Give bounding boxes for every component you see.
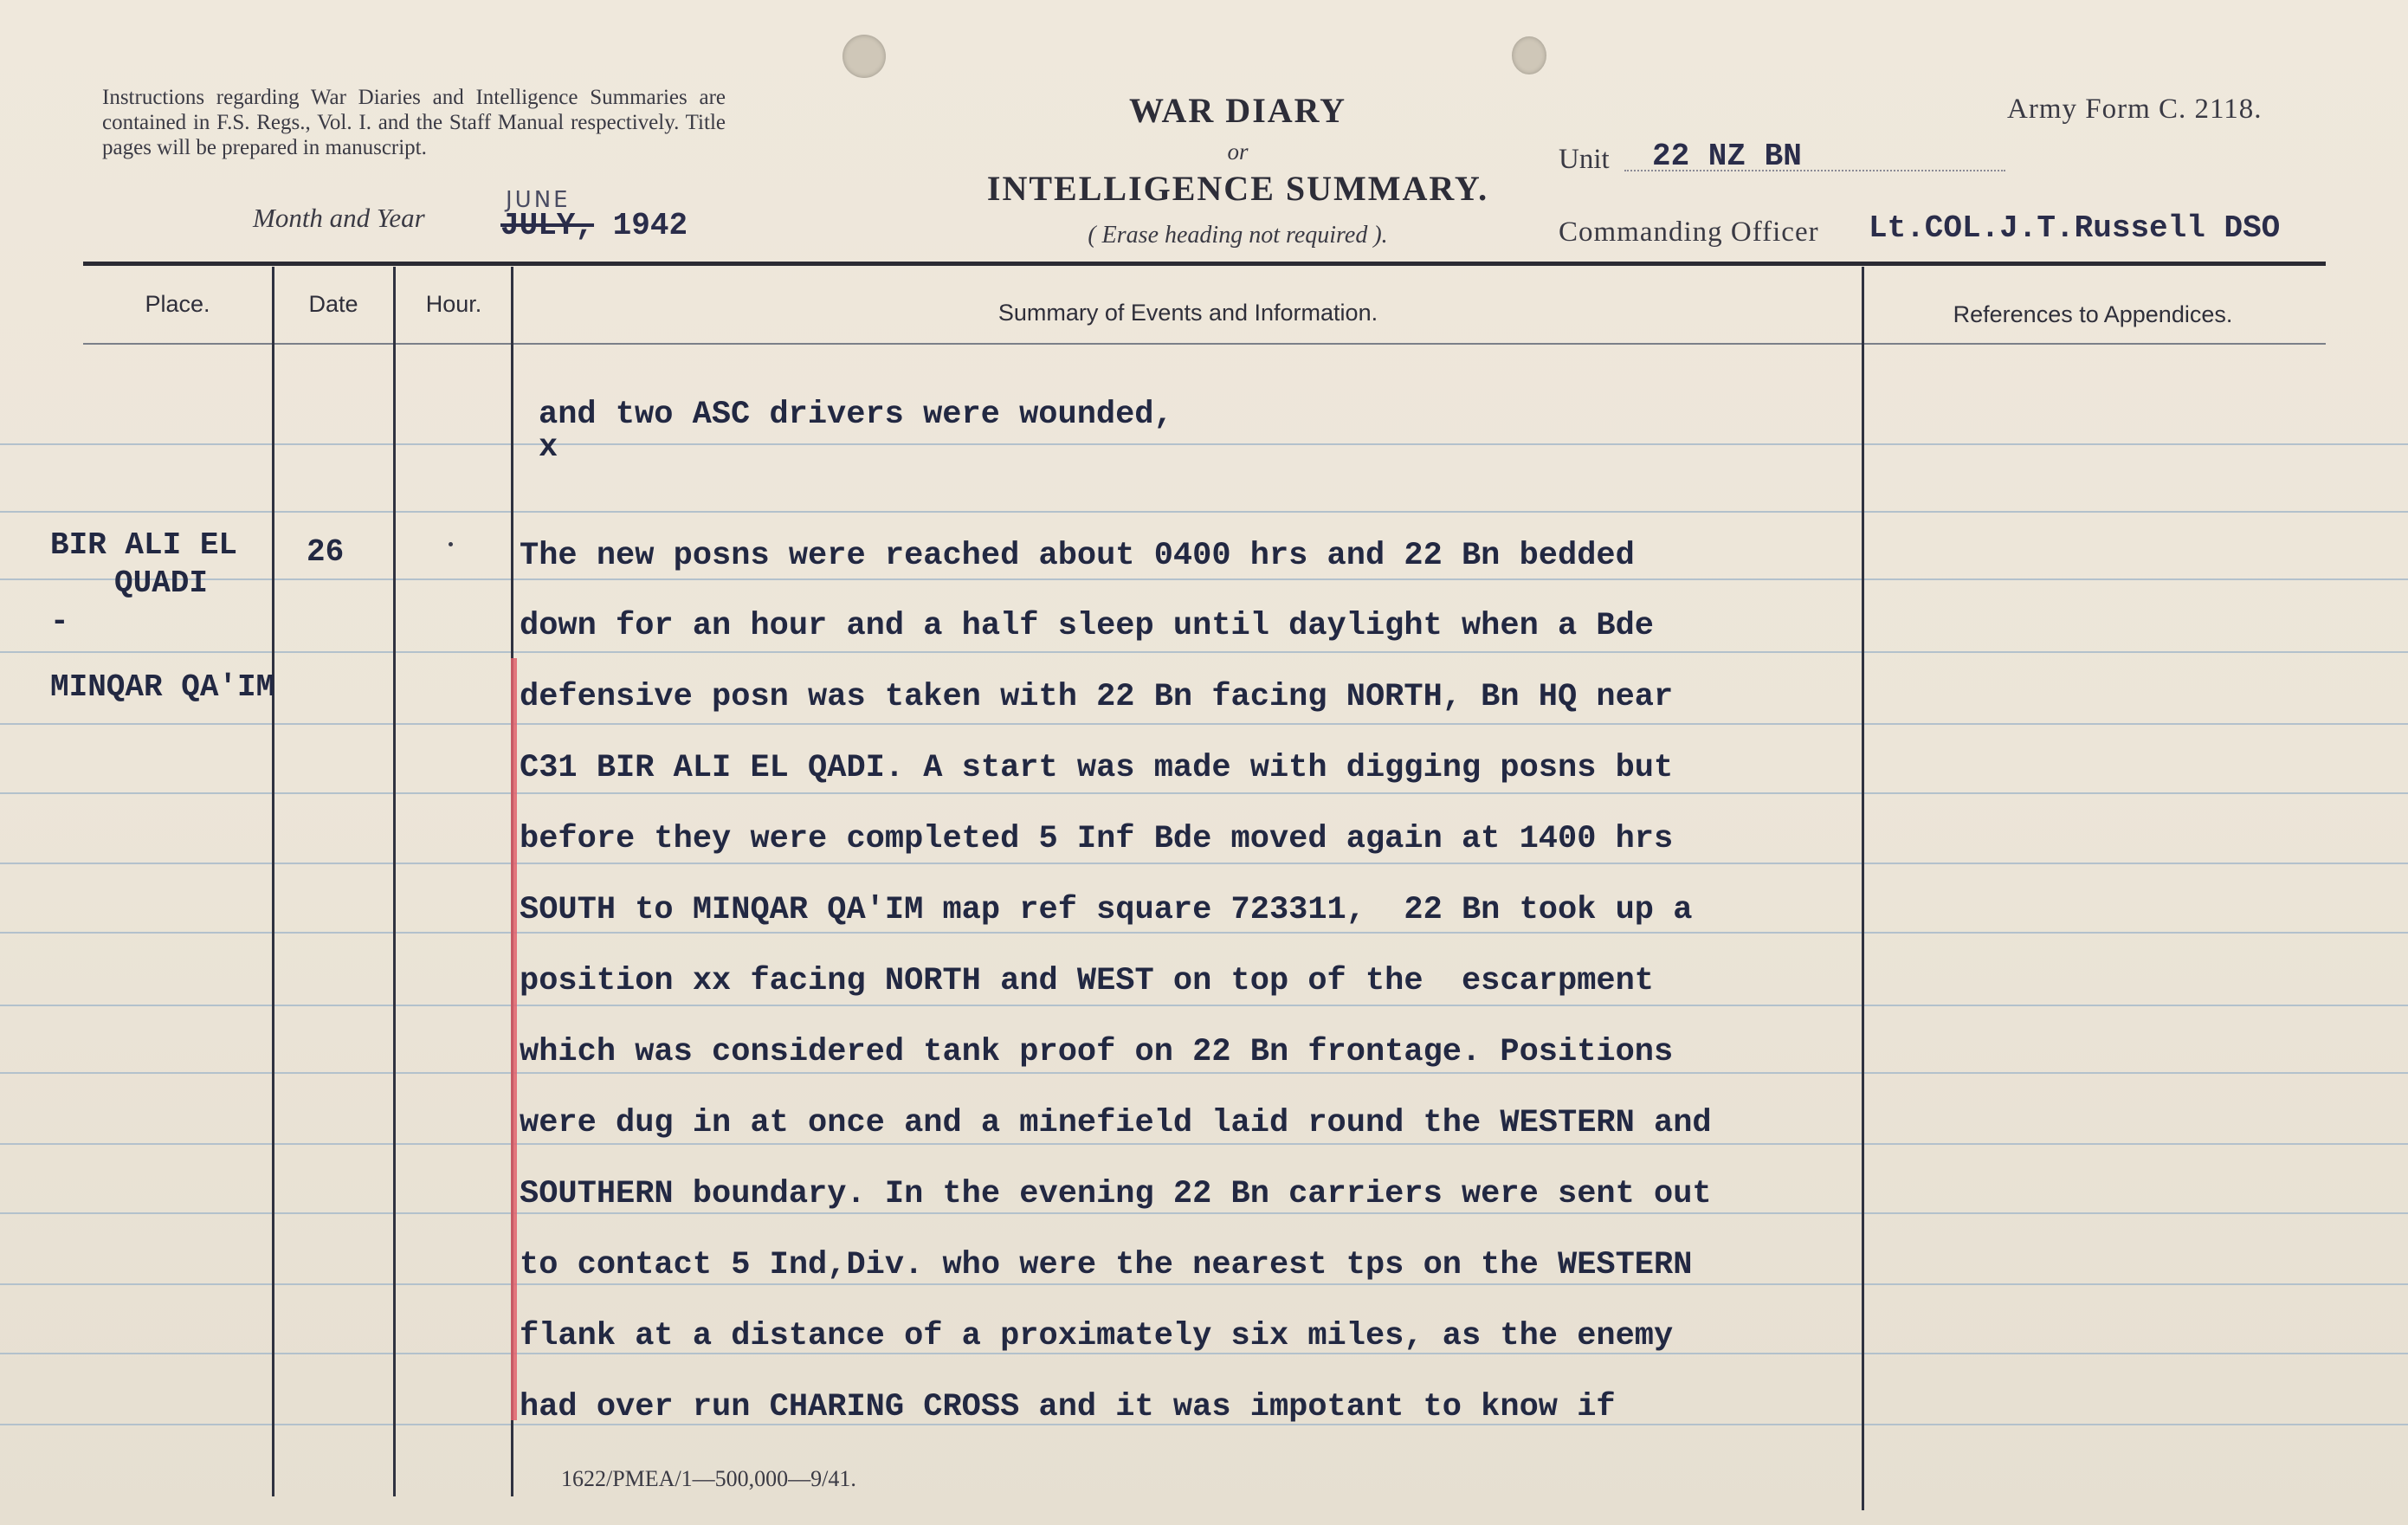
place-entry: BIR ALI EL [50,527,238,563]
column-divider [272,267,274,1496]
summary-line: SOUTH to MINQAR QA'IM map ref square 723311, 22 Bn took up a [520,892,1693,928]
form-title-war-diary: WAR DIARY [1128,91,1347,130]
column-header-date: Date [308,291,358,317]
summary-line: x [539,430,558,466]
punch-hole-left [842,35,886,78]
summary-line: had over run CHARING CROSS and it was impotant to know if [520,1389,1616,1425]
ruled-line [0,511,2408,513]
summary-line: and two ASC drivers were wounded, [539,397,1173,433]
commanding-officer-value: Lt.COL.J.T.Russell DSO [1869,210,2281,246]
ruled-line [0,578,2408,580]
ruled-line [0,1283,2408,1285]
summary-line: C31 BIR ALI EL QADI. A start was made with digging posns but [520,750,1674,786]
place-entry: MINQAR QA'IM [50,669,275,705]
column-header-references: References to Appendices. [1953,301,2233,327]
commanding-officer-label: Commanding Officer [1559,216,1819,248]
summary-line: were dug in at once and a minefield laid round the WESTERN and [520,1105,1712,1141]
summary-line: to contact 5 Ind,Div. who were the nearest tps on the WESTERN [520,1247,1693,1283]
summary-line: position xx facing NORTH and WEST on top of the escarpment [520,963,1655,999]
summary-line: before they were completed 5 Inf Bde moved again at 1400 hrs [520,821,1674,857]
column-header-summary: Summary of Events and Information. [997,300,1378,326]
print-code: 1622/PMEA/1—500,000—9/41. [561,1466,856,1491]
ruled-line [0,1143,2408,1145]
ruled-line [0,1005,2408,1006]
summary-line: down for an hour and a half sleep until daylight when a Bde [520,608,1655,644]
month-year-label: Month and Year [253,203,425,233]
ruled-line [0,1212,2408,1214]
month-handwritten-correction: JUNE [506,187,571,213]
summary-line: which was considered tank proof on 22 Bn frontage. Positions [520,1034,1674,1070]
summary-line: defensive posn was taken with 22 Bn facing NORTH, Bn HQ near [520,679,1674,715]
punch-hole-right [1512,36,1546,74]
column-header-hour: Hour. [425,291,482,317]
form-title-note: ( Erase heading not required ). [1088,222,1388,249]
column-divider [1862,267,1864,1510]
form-title-or: or [1227,139,1249,165]
column-header-place: Place. [145,291,210,317]
column-header-rule [83,343,2326,345]
header-rule [83,262,2326,266]
ruled-line [0,723,2408,725]
ruled-line [0,443,2408,445]
army-form-number: Army Form C. 2118. [2007,94,2263,125]
year-value: 1942 [594,208,688,243]
summary-line: flank at a distance of a proximately six miles, as the enemy [520,1318,1674,1354]
ruled-line [0,1072,2408,1074]
date-entry: 26 [307,534,345,570]
unit-value: 22 NZ BN [1652,139,1802,174]
column-divider [393,267,396,1496]
summary-line: SOUTHERN boundary. In the evening 22 Bn carriers were sent out [520,1176,1712,1212]
ruled-line [0,651,2408,653]
instructions-note: Instructions regarding War Diaries and Intelligence Summaries are contained in F.S. Regs., Vol. I. and the Staff Manual respectively. Title pages will be prepared in manuscript. [102,86,726,159]
ruled-line [0,792,2408,794]
ruled-line [0,932,2408,934]
form-title-intelligence-summary: INTELLIGENCE SUMMARY. [986,169,1489,208]
hour-mark [449,542,453,546]
place-entry: QUADI [114,565,209,601]
red-margin-line [511,658,517,1420]
place-entry: - [50,604,69,639]
month-struck: JULY, [500,208,595,243]
ruled-line [0,863,2408,864]
summary-line: The new posns were reached about 0400 hrs and 22 Bn bedded [520,538,1635,574]
unit-label: Unit [1559,144,1610,175]
